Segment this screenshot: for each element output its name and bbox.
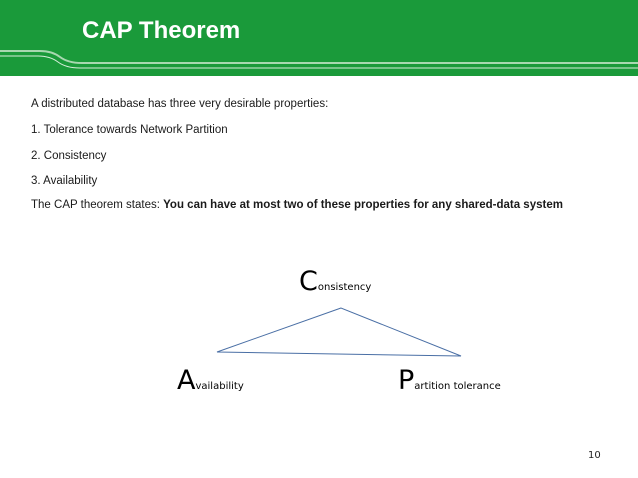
availability-initial: A: [177, 365, 196, 396]
header-band: [0, 0, 638, 76]
availability-label: [177, 367, 244, 394]
cap-statement-bold: You can have at most two of these properties for any shared-data system: [163, 199, 563, 211]
intro-text: A distributed database has three very desirable properties:: [31, 98, 329, 110]
cap-statement-prefix: The CAP theorem states:: [31, 199, 164, 211]
consistency-rest: onsistency: [317, 282, 372, 293]
consistency-label: [299, 268, 371, 295]
property-item-availability: 3. Availability: [31, 175, 98, 187]
property-item-consistency: 2. Consistency: [31, 150, 107, 162]
partition-initial: P: [398, 365, 415, 396]
partition-rest: artition tolerance: [414, 381, 501, 392]
cap-triangle: [217, 308, 461, 356]
cap-statement: [31, 198, 563, 212]
page-title: CAP Theorem: [82, 17, 241, 44]
availability-rest: vailability: [195, 381, 244, 392]
consistency-initial: C: [299, 266, 318, 297]
partition-label: [398, 367, 501, 394]
page-number: 10: [588, 450, 601, 461]
property-item-partition: 1. Tolerance towards Network Partition: [31, 124, 228, 136]
